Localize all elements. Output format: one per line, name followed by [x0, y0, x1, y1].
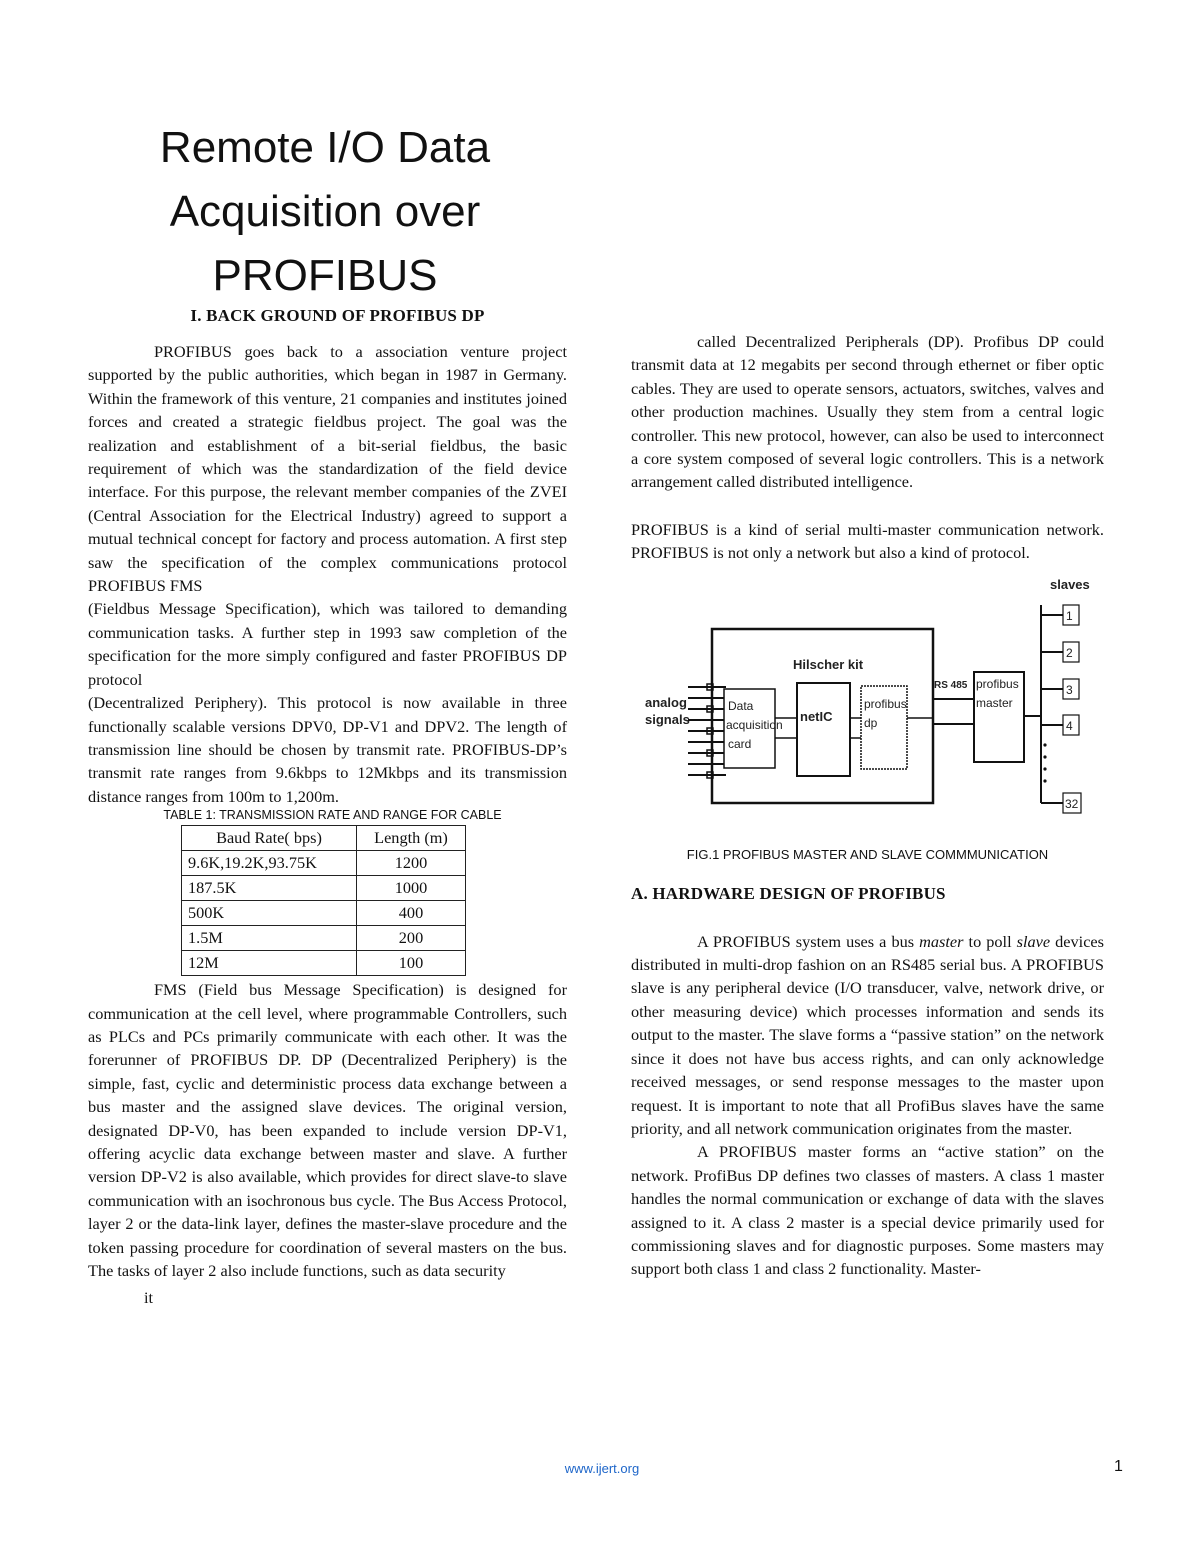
table-row — [182, 951, 466, 976]
emphasis-master: master — [919, 931, 964, 951]
page-number: 1 — [1114, 1458, 1123, 1475]
cell-length: 1200 — [357, 851, 466, 876]
right-column — [631, 330, 1104, 1281]
section-1-paragraph-4: FMS (Field bus Message Specification) is designed for communication at the cell level, where programmable Controllers, such as PLCs and PCs primarily communicate with each other. It was the forerunner of PROFIBUS DP. DP (Decentralized Periphery) is the simple, fast, cyclic and deterministic process data exchange between a bus master and the assigned slave devices. The original version, designated DP-V0, has been expanded to include version DP-V1, offering acyclic data exchange between master and slave. A further version DP-V2 is also available, which provides for direct slave-to slave communication with an isochronous bus cycle. The Bus Access Protocol, layer 2 or the data-link layer, defines the master-slave procedure and the token passing procedure for coordination of several masters on the bus. The tasks of layer 2 also include functions, such as data security — [88, 980, 567, 1280]
section-a-paragraph-2: A PROFIBUS master forms an “active station” on the network. ProfiBus DP defines two classes of masters. A class 1 master handles the normal communication or exchange of data with the slaves assigned to it. A class 2 master is a special device primarily used for commissioning slaves and for diagnostic purposes. Some masters may support both class 1 and class 2 functionality. Master- — [631, 1142, 1104, 1279]
footer-website-link[interactable]: www.ijert.org — [564, 1461, 640, 1476]
profibus-diagram — [631, 573, 1104, 839]
title-line-3: PROFIBUS — [212, 251, 438, 300]
section-1-paragraph-1: PROFIBUS goes back to a association venture project supported by the public authorities, which began in 1987 in Germany. Within the framework of this venture, 21 companies and institutes joined forces and created a strategic fieldbus project. The goal was the realization and establishment of a bit-serial fieldbus, the basic requirement of which was the standardization of the field device interface. For this purpose, the relevant member companies of the ZVEI (Central Association for the Electrical Industry) agreed to support a mutual technical concept for factory and process automation. A first step saw the specification of the complex communications protocol PROFIBUS FMS — [88, 342, 567, 596]
profibus-dp-label-2: dp — [864, 715, 878, 730]
slaves-label: slaves — [1050, 576, 1090, 592]
section-1-paragraph-3: (Decentralized Periphery). This protocol is now available in three functionally scalable versions DPV0, DP-V1 and DPV2. The length of transmission line should be chosen by transmit rate. PROFIBUS-DP’s transmit rate ranges from 9.6kbps to 12Mkbps and its transmission distance ranges from 100m to 1,200m. — [88, 693, 567, 806]
profibus-master-label-2: master — [976, 695, 1013, 710]
section-a-paragraph-1: A PROFIBUS system uses a bus master to poll slave devices distributed in multi-drop fashion on an RS485 serial bus. A PROFIBUS slave is any peripheral device (I/O transducer, valve, network drive, or other measuring device) which processes information and sends its output to the master. The slave forms a “passive station” on the network since it does not have bus access rights, and can only acknowledge received messages, or send response messages to the master upon request. It is important to note that all ProfiBus slaves have the same priority, and all network communication originates from the master. — [631, 931, 1104, 1138]
slave-1-label: 1 — [1066, 608, 1073, 623]
table-row — [182, 851, 466, 876]
cell-length: 200 — [357, 926, 466, 951]
cell-baud: 12M — [182, 951, 357, 976]
slave-4-label: 4 — [1066, 718, 1073, 733]
header-baud-rate: Baud Rate( bps) — [182, 826, 357, 851]
title-line-1: Remote I/O Data — [159, 123, 491, 172]
table-row — [182, 926, 466, 951]
cell-baud: 187.5K — [182, 876, 357, 901]
title-line-2: Acquisition over — [169, 187, 481, 236]
netic-box — [797, 683, 850, 776]
table-row — [182, 901, 466, 926]
left-column — [88, 306, 567, 1308]
slave-3-label: 3 — [1066, 682, 1073, 697]
rs485-label: RS 485 — [934, 679, 968, 691]
profibus-dp-label-1: profibus — [864, 696, 907, 711]
profibus-master-label-1: profibus — [976, 676, 1019, 691]
header-length: Length (m) — [357, 826, 466, 851]
section-a-heading: A. HARDWARE DESIGN OF PROFIBUS — [631, 883, 946, 903]
cell-length: 400 — [357, 901, 466, 926]
section-1-paragraph-2: (Fieldbus Message Specification), which was tailored to demanding communication tasks. A further step in 1993 saw completion of the specification for the more simply configured and faster PROFIBUS DP protocol — [88, 599, 567, 689]
right-paragraph-1: called Decentralized Peripherals (DP). Profibus DP could transmit data at 12 megabits per second through ethernet or fiber optic cables. They are used to operate sensors, actuators, switches, valves and other production machines. Usually they stem from a central logic controller. This new protocol, however, can also be used to interconnect a core system composed of several logic controllers. This is a network arrangement called distributed intelligence. — [631, 332, 1104, 492]
figure-1 — [631, 573, 1104, 839]
section-1-heading: I. BACK GROUND OF PROFIBUS DP — [190, 306, 485, 325]
transmission-rate-table — [181, 825, 466, 976]
daq-label-3: card — [728, 736, 752, 751]
hilscher-kit-label: Hilscher kit — [793, 656, 864, 672]
column-tail-text: it — [144, 1288, 154, 1308]
cell-baud: 9.6K,19.2K,93.75K — [182, 851, 357, 876]
table-1-caption: TABLE 1: TRANSMISSION RATE AND RANGE FOR CABLE — [163, 808, 502, 823]
cell-length: 1000 — [357, 876, 466, 901]
cell-baud: 1.5M — [182, 926, 357, 951]
cell-baud: 500K — [182, 901, 357, 926]
slave-nodes — [1041, 605, 1081, 813]
figure-1-caption: FIG.1 PROFIBUS MASTER AND SLAVE COMMMUNICATION — [686, 846, 1049, 862]
analog-label: analog — [645, 694, 687, 710]
slave-2-label: 2 — [1066, 645, 1073, 660]
right-paragraph-2: PROFIBUS is a kind of serial multi-master communication network. PROFIBUS is not only a network but also a kind of protocol. — [631, 519, 1104, 563]
daq-label-2: acquisition — [726, 717, 783, 732]
emphasis-slave: slave — [1016, 931, 1051, 951]
signals-label: signals — [645, 711, 690, 727]
daq-label-1: Data — [728, 698, 754, 713]
paper-title — [90, 116, 560, 308]
table-row — [182, 876, 466, 901]
ellipsis-dots — [1043, 743, 1046, 782]
table-header-row — [182, 826, 466, 851]
netic-label: netIC — [800, 708, 833, 724]
cell-length: 100 — [357, 951, 466, 976]
slave-32-label: 32 — [1065, 796, 1079, 811]
